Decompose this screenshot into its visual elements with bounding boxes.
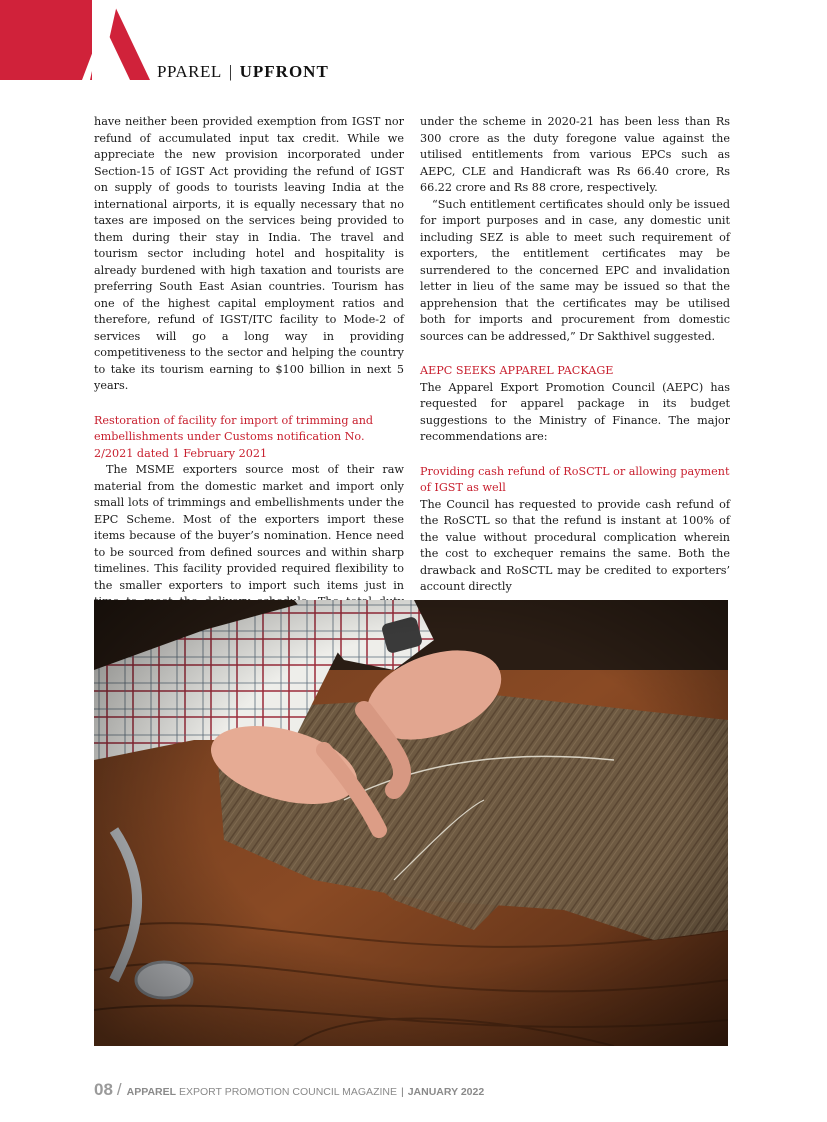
footer-date: JANUARY 2022 [407,1086,485,1098]
paragraph: The MSME exporters source most of their raw material from the domestic market and import only small lots of trimmings and embellishments under the EPC Scheme. Most of the exporters import these items because of the buyer’s nomination. Hence need to be sourced from defined sources and within sharp timelines. This facility provided required flexibility to the smaller exporters to import such items just in [94,463,404,592]
section-heading: AEPC SEEKS APPAREL PACKAGE [420,364,614,377]
paragraph: under the scheme in 2020-21 has been less than Rs 300 crore as the duty foregone value against the utilised entitlements from various EPCs such as AEPC, CLE and Handicraft was Rs 66.40 crore, Rs 66.22 crore and Rs 88 crore, respectively. [420,115,730,194]
paragraph: have neither been provided exemption from IGST nor refund of accumulated input tax credit. While we appreciate the new provision incorporated under Section-15 of IGST Act providing the refund of IGST on supply of goods to tourists leaving India at the international airports, it is equally necessary that no taxes are imposed on the services being provided to them during their stay in India. The travel and tourism sector including hotel and hospitality is already burdened with high taxation and tourists are preferring South East Asian countries. Tourism has one of the highest capital employment ratios and therefore, refund of IGST/ITC facility to Mode-2 of services will go a long way in providing competitiveness to the sector and helping the country to take its tourism earning to $100 billion in next 5 years. [94,115,404,392]
subheading: Restoration of facility for import of trimming and embellishments under Customs notification No. 2/2021 dated 1 February 2021 [94,413,374,460]
header-separator: | [228,62,233,81]
right-column [420,114,730,596]
magazine-logo [0,0,150,80]
footer-magazine-strong: APPAREL [126,1086,177,1098]
header-section: UPFRONT [239,62,329,81]
paragraph: The Apparel Export Promotion Council (AEPC) has requested for apparel package in its budget suggestions to the Ministry of Finance. The major recommendations are: [420,380,730,443]
subheading: Providing cash refund of RoSCTL or allowing payment of IGST as well [420,464,730,494]
footer-magazine-name: EXPORT PROMOTION COUNCIL MAGAZINE [178,1086,397,1098]
left-column [94,114,404,627]
header-title: PPAREL [157,62,222,81]
paragraph: The Council has requested to provide cash refund of the RoSCTL so that the refund is instant at 100% of the value without procedural complication wherein the cost to exchequer remains the same. Both the drawback and RoSCTL may be credited to exporters’ account directly [420,497,730,593]
footer-separator: | [400,1086,404,1098]
section-header [157,62,329,82]
footer-slash: / [116,1080,122,1099]
page-number: 08 [94,1080,113,1099]
paragraph: “Such entitlement certificates should only be issued for import purposes and in case, any domestic unit including SEZ is able to meet such requirement of exporters, the entitlement certificates may be surrendered to the concerned EPC and invalidation letter in lieu of the same may be issued so that the apprehension that the certificates may be utilised both for imports and procurement from domestic sources can be addressed,” Dr Sakthivel suggested. [420,197,730,343]
tailor-photo [94,600,728,1046]
page-footer [94,1080,484,1100]
